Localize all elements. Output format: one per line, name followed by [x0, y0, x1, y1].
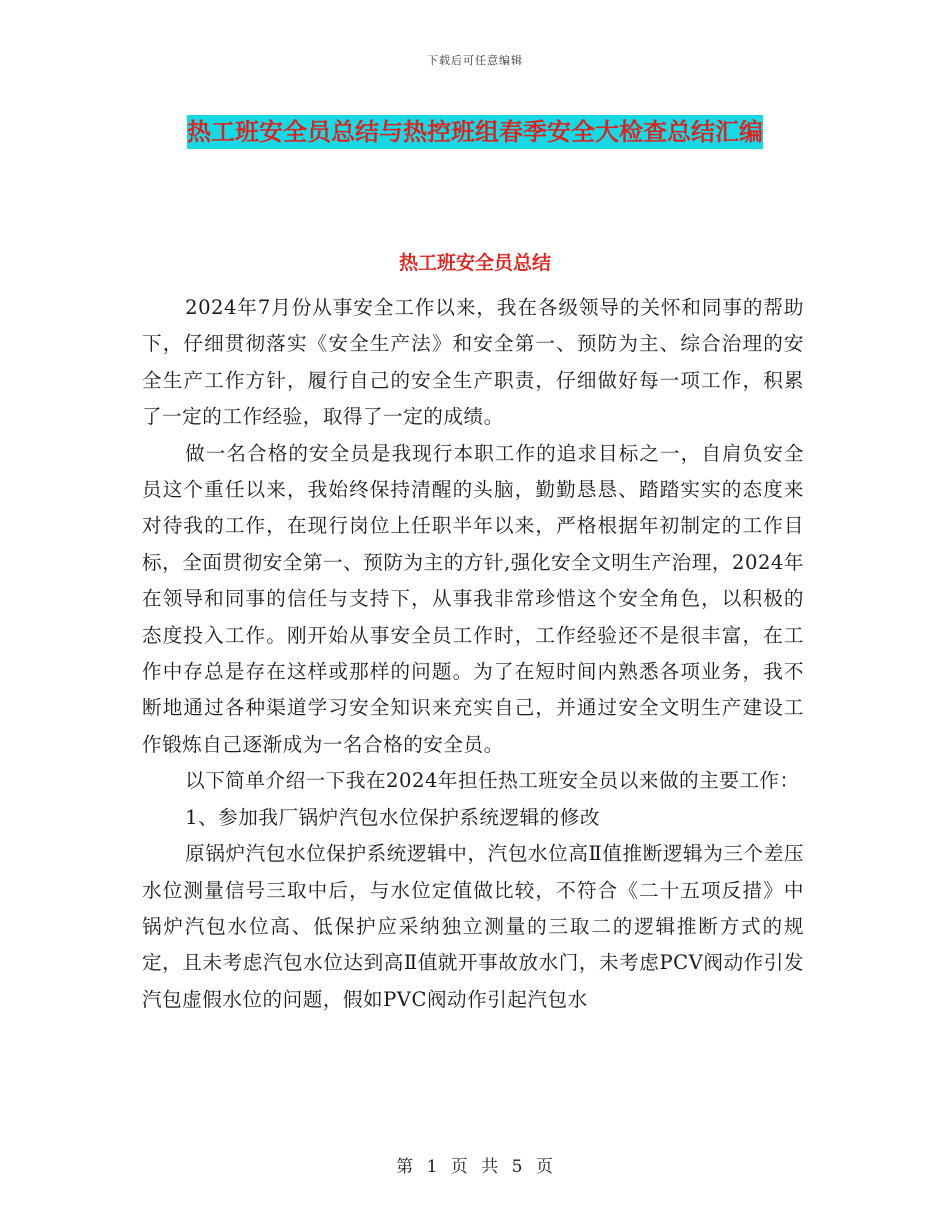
- paragraph: 以下简单介绍一下我在2024年担任热工班安全员以来做的主要工作：: [185, 769, 800, 793]
- section-heading: 热工班安全员总结: [398, 252, 551, 274]
- paragraph: 做一名合格的安全员是我现行本职工作的追求目标之一，自肩负安全员这个重任以来，我始终保持清醒的头脑，勤勤恳恳、踏踏实实的态度来对待我的工作，在现行岗位上任职半年以来，严格根据年初制定的工作目标，全面贯彻安全第一、预防为主的方针,强化安全文明生产治理，2024年在领导和同事的信任与支持下，从事我非常珍惜这个安全角色，以积极的态度投入工作。刚开始从事安全员工作时，工作经验还不是很丰富，在工作中存总是存在这样或那样的问题。为了在短时间内熟悉各项业务，我不断地通过各种渠道学习安全知识来充实自己，并通过安全文明生产建设工作锻炼自己逐渐成为一名合格的安全员。: [142, 441, 804, 756]
- page-footer: 第 1 页 共 5 页: [396, 1157, 554, 1177]
- list-item-heading: 1、参加我厂锅炉汽包水位保护系统逻辑的修改: [185, 805, 600, 829]
- document-title-text: 热工班安全员总结与热控班组春季安全大检查总结汇编: [187, 115, 763, 149]
- document-body: [142, 290, 804, 1018]
- document-title: [140, 110, 810, 154]
- paragraph: 2024年7月份从事安全工作以来，我在各级领导的关怀和同事的帮助下，仔细贯彻落实《安全生产法》和安全第一、预防为主、综合治理的安全生产工作方针，履行自己的安全生产职责，仔细做好每一项工作，积累了一定的工作经验，取得了一定的成绩。: [142, 296, 804, 429]
- header-note: 下载后可任意编辑: [427, 54, 523, 67]
- paragraph: 原锅炉汽包水位保护系统逻辑中，汽包水位高Ⅱ值推断逻辑为三个差压水位测量信号三取中后，与水位定值做比较，不符合《二十五项反措》中锅炉汽包水位高、低保护应采纳独立测量的三取二的逻辑推断方式的规定，且未考虑汽包水位达到高Ⅱ值就开事故放水门，未考虑PCV阀动作引发汽包虚假水位的问题，假如PVC阀动作引起汽包水: [142, 842, 804, 1011]
